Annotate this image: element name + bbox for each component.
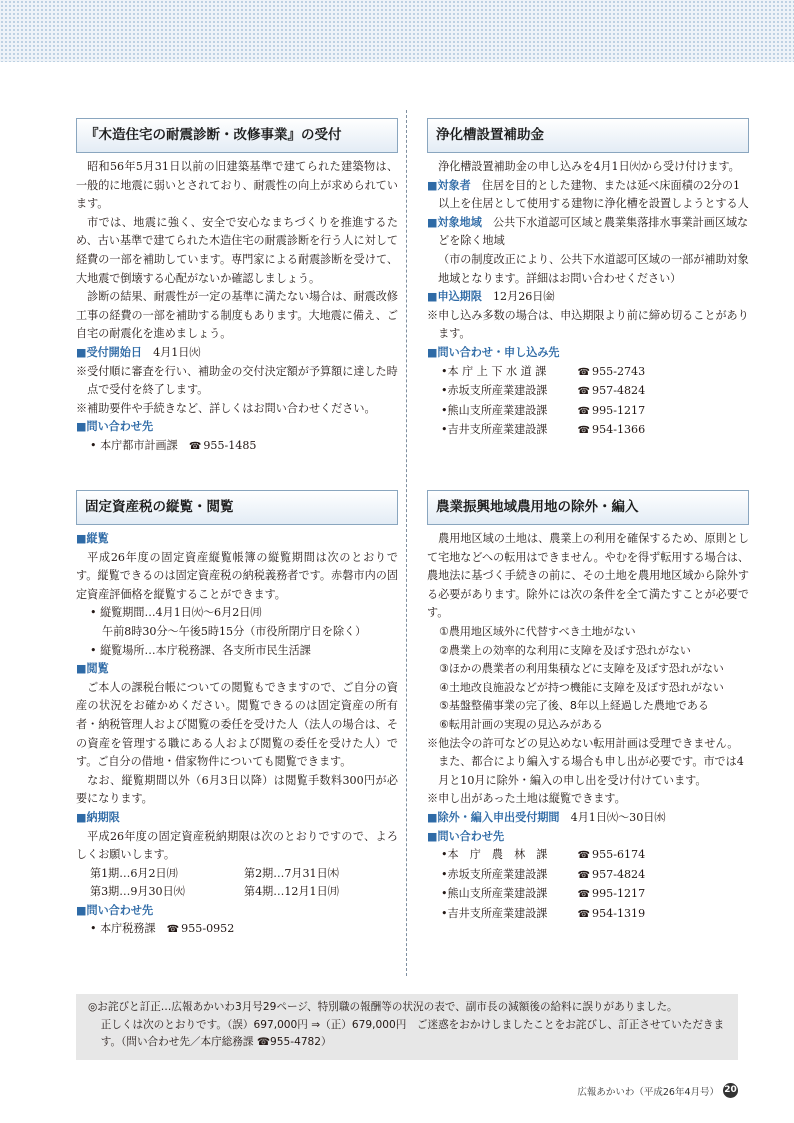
page-footer — [577, 1083, 738, 1098]
term: 第1期…6月2日㈪ — [90, 866, 178, 880]
phone-icon — [578, 846, 592, 866]
page-number: 20 — [723, 1083, 738, 1098]
value: 住居を目的とした建物、または延べ床面積の2分の1以上を住居として使用する建物に浄化槽を設置しようとする人 — [438, 178, 749, 211]
note: ※申し込み多数の場合は、申込期限より前に締め切ることがあります。 — [427, 308, 749, 341]
publication-name: 広報あかいわ（平成26年4月号） — [577, 1086, 719, 1098]
dept: • 吉井支所産業建設課 — [447, 906, 548, 920]
correction-line: ◎お詫びと訂正…広報あかいわ3月号29ページ、特別職の報酬等の状況の表で、副市長の減額後の給料に誤りがありました。 — [88, 1001, 678, 1013]
section-septic-tank — [427, 118, 749, 441]
terms-row — [76, 865, 398, 884]
phone-number: 955-6174 — [592, 848, 646, 862]
contact-item — [76, 437, 398, 457]
phone-number: 957-4824 — [592, 384, 646, 398]
contact-item — [427, 421, 749, 441]
term: 第4期…12月1日㈪ — [244, 885, 339, 899]
contact-item — [427, 866, 749, 886]
contact-item — [76, 920, 398, 940]
phone-number: 955-1485 — [203, 438, 257, 452]
dept: • 熊山支所産業建設課 — [447, 887, 548, 901]
contact-label: ■ 問い合わせ先 — [76, 904, 153, 917]
paragraph: 昭和56年5月31日以前の旧建築基準で建てられた建築物は、一般的に地震に弱いとされており、耐震性の向上が求められています。 — [76, 160, 398, 211]
correction-notice — [76, 994, 738, 1060]
phone-icon — [167, 922, 181, 935]
phone-number: 995-1217 — [592, 887, 646, 901]
sub-label: ■ 縦覧 — [76, 532, 109, 545]
contact-item — [427, 382, 749, 402]
phone-icon — [578, 382, 592, 402]
section-title: 『木造住宅の耐震診断・改修事業』の受付 — [76, 118, 398, 153]
phone-icon — [578, 866, 592, 886]
section-title: 浄化槽設置補助金 — [427, 118, 749, 153]
deadline-row — [427, 288, 749, 307]
condition-item: ①農用地区域外に代替すべき土地がない — [439, 624, 636, 638]
contact-label: ■ 問い合わせ先 — [427, 830, 504, 843]
condition-item: ②農業上の効率的な利用に支障を及ぼす恐れがない — [439, 643, 691, 657]
label: ■ 除外・編入申出受付期間 — [427, 811, 560, 824]
value: 12月26日㈮ — [492, 290, 555, 304]
bullet-sub: 午前8時30分～午後5時15分（市役所閉庁日を除く） — [102, 624, 367, 638]
dept: • 赤坂支所産業建設課 — [447, 867, 548, 881]
dept: • 吉井支所産業建設課 — [447, 423, 548, 437]
paragraph: 平成26年度の固定資産税納期限は次のとおりですので、よろしくお願いします。 — [76, 829, 398, 862]
contact-label: ■ 問い合わせ先 — [76, 420, 153, 433]
section-property-tax — [76, 490, 398, 940]
paragraph: 浄化槽設置補助金の申し込みを4月1日㈫から受け付けます。 — [438, 160, 740, 173]
column-divider — [406, 110, 407, 976]
contact-item — [427, 363, 749, 383]
phone-icon — [578, 421, 592, 441]
area-note: （市の制度改正により、公共下水道認可区域の一部が補助対象地域となります。詳細はお問い合わせください） — [438, 252, 749, 285]
section-title: 固定資産税の縦覧・閲覧 — [76, 490, 398, 525]
condition-item: ⑤基盤整備事業の完了後、8年以上経過した農地である — [439, 699, 709, 713]
paragraph: ご本人の課税台帳についての閲覧もできますので、ご自分の資産の状況をお確かめください。閲覧できるのは固定資産の所有者・納税管理人および閲覧の委任を受けた人（法人の場合は、その資産を管理する職にある人および閲覧の委任を受けた人）です。ご自分の借地・借家物件についても閲覧できます。 — [76, 680, 398, 769]
sub-label: ■ 閲覧 — [76, 662, 109, 675]
value: 公共下水道認可区域と農業集落排水事業計画区域などを除く地域 — [438, 215, 749, 248]
contact-item — [427, 846, 749, 866]
label: ■ 対象者 — [427, 179, 471, 192]
start-row — [76, 344, 398, 363]
dept: • 熊山支所産業建設課 — [447, 403, 548, 417]
phone-number: 957-4824 — [592, 867, 646, 881]
section-earthquake — [76, 118, 398, 457]
bullet: • 縦覧場所…本庁税務課、各支所市民生活課 — [76, 642, 398, 661]
phone-icon — [189, 439, 203, 452]
paragraph: 平成26年度の固定資産縦覧帳簿の縦覧期間は次のとおりです。縦覧できるのは固定資産税の納税義務者です。赤磐市内の固定資産評価格を縦覧することができます。 — [76, 550, 398, 601]
condition-item: ⑥転用計画の実現の見込みがある — [439, 717, 603, 731]
term: 第2期…7月31日㈭ — [244, 866, 339, 880]
note: ※補助要件や手続きなど、詳しくはお問い合わせください。 — [76, 401, 376, 415]
terms-row — [76, 883, 398, 902]
section-title: 農業振興地域農用地の除外・編入 — [427, 490, 749, 525]
note: ※他法令の許可などの見込めない転用計画は受理できません。また、都合により編入する場合も申し出が必要です。市では4月と10月に除外・編入の申し出を受け付けています。 — [427, 736, 744, 787]
phone-icon — [578, 402, 592, 422]
area-row — [427, 214, 749, 251]
value: 4月1日㈫ — [153, 345, 201, 359]
dept: • 本 庁 農 林 課 — [447, 848, 548, 862]
sub-label: ■ 納期限 — [76, 811, 120, 824]
label: ■ 対象地域 — [427, 216, 482, 229]
phone-number: 955-0952 — [181, 922, 235, 936]
period-row — [427, 809, 749, 828]
contact-label: ■ 問い合わせ・申し込み先 — [427, 346, 560, 359]
label: ■ 受付開始日 — [76, 346, 142, 359]
note: ※申し出があった土地は縦覧できます。 — [427, 792, 626, 806]
header-dot-band — [0, 0, 794, 62]
term: 第3期…9月30日㈫ — [90, 885, 185, 899]
label: ■ 申込期限 — [427, 290, 482, 303]
section-farmland — [427, 490, 749, 924]
phone-icon — [578, 885, 592, 905]
dept: 本庁都市計画課 — [100, 438, 178, 452]
phone-number: 954-1319 — [592, 906, 646, 920]
condition-item: ③ほかの農業者の利用集積などに支障を及ぼす恐れがない — [439, 662, 724, 676]
contact-item — [427, 905, 749, 925]
dept: • 本 庁 上 下 水 道 課 — [447, 364, 547, 378]
paragraph: なお、縦覧期間以外（6月3日以降）は閲覧手数料300円が必要になります。 — [76, 773, 398, 806]
dept: • 赤坂支所産業建設課 — [447, 384, 548, 398]
phone-number: 995-1217 — [592, 403, 646, 417]
paragraph: 市では、地震に強く、安全で安心なまちづくりを推進するため、古い基準で建てられた木造住宅の耐震診断を行う人に対して経費の一部を補助しています。専門家による耐震診断を受けて、大地震で倒壊する心配がないか確認しましょう。 — [76, 215, 398, 285]
condition-item: ④土地改良施設などが持つ機能に支障を及ぼす恐れがない — [439, 680, 724, 694]
phone-number: 954-1366 — [592, 423, 646, 437]
contact-item — [427, 885, 749, 905]
correction-line: 正しくは次のとおりです。（誤）697,000円 ⇒（正）679,000円 ご迷惑をおかけしましたことをお詫びし、訂正させていただきます。（問い合わせ先／本庁総務課 ☎955-4782） — [100, 1018, 725, 1048]
dept: 本庁税務課 — [100, 922, 156, 936]
paragraph: 診断の結果、耐震性が一定の基準に満たない場合は、耐震改修工事の経費の一部を補助する制度もあります。大地震に備え、ご自宅の耐震化を進めましょう。 — [76, 290, 398, 341]
paragraph: 農用地区域の土地は、農業上の利用を確保するため、原則として宅地などへの転用はできません。やむを得ず転用する場合は、農地法に基づく手続きの前に、その土地を農用地区域から除外する必要があります。除外には次の条件を全て満たすことが必要です。 — [427, 532, 749, 620]
bullet: • 縦覧期間…4月1日㈫～6月2日㈪ — [76, 604, 398, 623]
contact-item — [427, 402, 749, 422]
note: ※受付順に審査を行い、補助金の交付決定額が予算額に達した時点で受付を終了します。 — [76, 364, 398, 397]
phone-icon — [578, 905, 592, 925]
target-row — [427, 177, 749, 214]
value: 4月1日㈫～30日㈬ — [570, 810, 666, 824]
phone-number: 955-2743 — [592, 364, 646, 378]
phone-icon — [578, 363, 592, 383]
